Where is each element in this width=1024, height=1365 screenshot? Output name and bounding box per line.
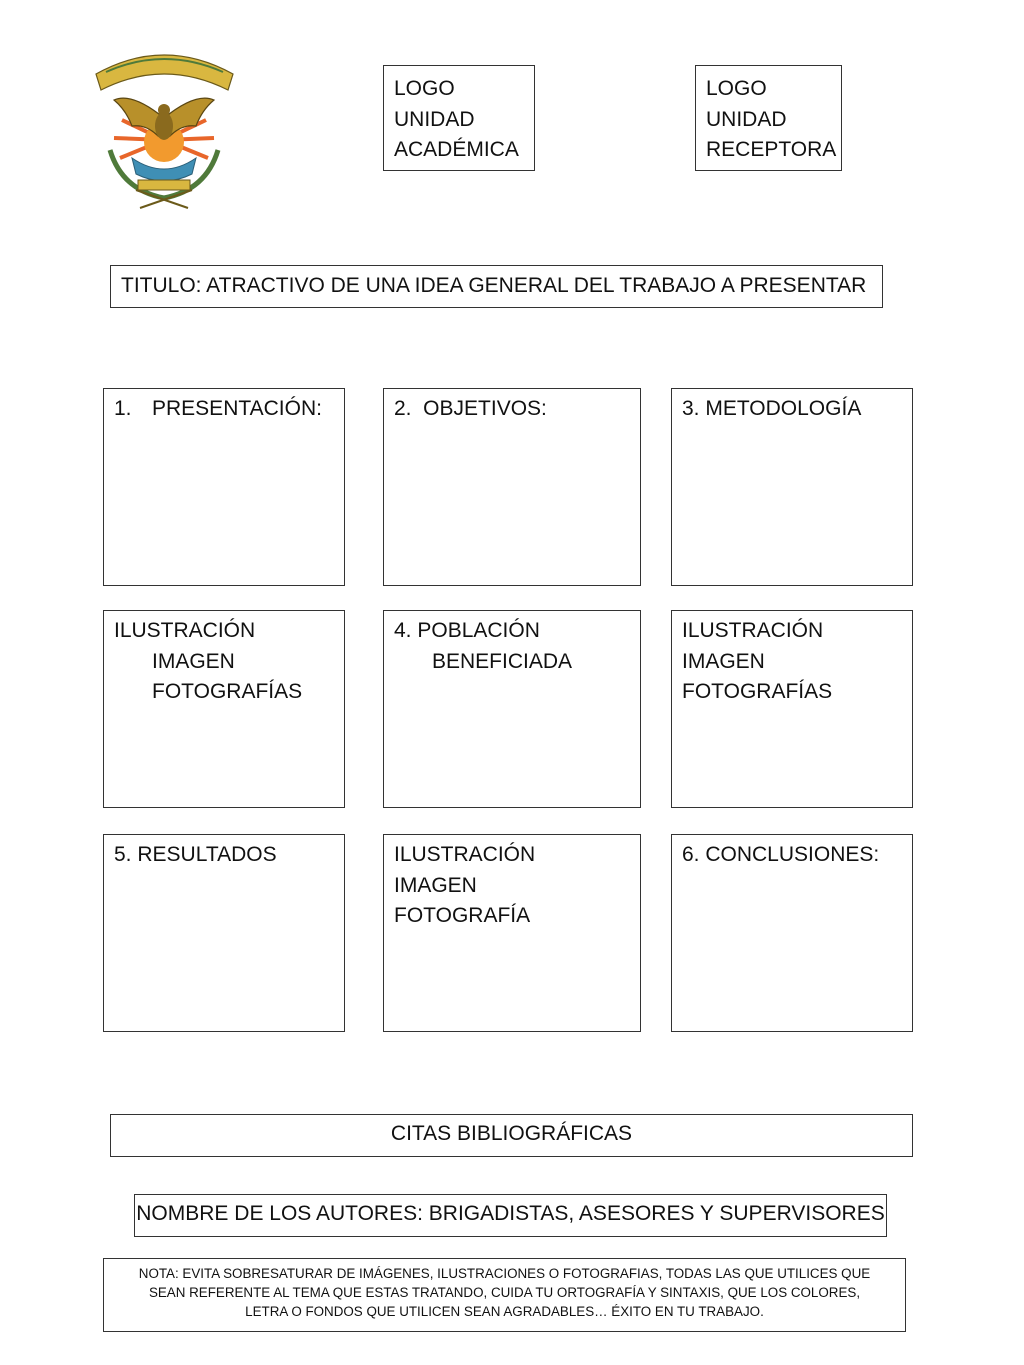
ilustracion-right-line-3: FOTOGRAFÍAS (682, 680, 833, 703)
section-metodologia (671, 388, 913, 586)
ilustracion-left-line-3: FOTOGRAFÍAS (152, 680, 303, 703)
logo-academica-line-3: ACADÉMICA (394, 138, 519, 161)
poblacion-line-2: BENEFICIADA (432, 649, 573, 673)
section-resultados (103, 834, 345, 1032)
autores-box (134, 1194, 887, 1237)
page-title: TITULO: ATRACTIVO DE UNA IDEA GENERAL DEL TRABAJO A PRESENTAR (121, 274, 867, 297)
logo-unidad-receptora (695, 65, 842, 171)
section-presentacion (103, 388, 345, 586)
university-crest-logo (92, 40, 237, 212)
ilustracion-center-line-1: ILUSTRACIÓN (394, 843, 536, 866)
section-ilustracion-center (383, 834, 641, 1032)
autores-label: NOMBRE DE LOS AUTORES: BRIGADISTAS, ASESORES Y SUPERVISORES (136, 1202, 885, 1225)
section-ilustracion-left (103, 610, 345, 808)
nota-line-1: NOTA: EVITA SOBRESATURAR DE IMÁGENES, ILUSTRACIONES O FOTOGRAFIAS, TODAS LAS QUE UTILICES QUE (138, 1266, 871, 1281)
ilustracion-center-line-3: FOTOGRAFÍA (394, 904, 531, 927)
logo-receptora-line-1: LOGO (706, 77, 767, 100)
ilustracion-left-line-2: IMAGEN (152, 649, 235, 673)
section-poblacion (383, 610, 641, 808)
ilustracion-center-line-2: IMAGEN (394, 873, 477, 897)
conclusiones-heading: 6. CONCLUSIONES: (682, 843, 880, 866)
logo-unidad-academica (383, 65, 535, 171)
ilustracion-right-line-2: IMAGEN (682, 649, 765, 673)
ilustracion-right-line-1: ILUSTRACIÓN (682, 619, 824, 642)
nota-line-3: LETRA O FONDOS QUE UTILICEN SEAN AGRADABLES… ÉXITO EN TU TRABAJO. (245, 1304, 764, 1319)
logo-receptora-line-3: RECEPTORA (706, 138, 837, 161)
presentacion-number: 1. (114, 397, 132, 420)
citas-box (110, 1114, 913, 1157)
resultados-heading: 5. RESULTADOS (114, 843, 277, 866)
ilustracion-left-line-1: ILUSTRACIÓN (114, 619, 256, 642)
poblacion-line-1: 4. POBLACIÓN (394, 619, 540, 642)
metodologia-heading: 3. METODOLOGÍA (682, 397, 862, 420)
citas-label: CITAS BIBLIOGRÁFICAS (390, 1122, 633, 1145)
nota-line-2: SEAN REFERENTE AL TEMA QUE ESTAS TRATANDO, CUIDA TU ORTOGRAFÍA Y SINTAXIS, QUE LOS COLORES, (148, 1285, 861, 1300)
section-ilustracion-right (671, 610, 913, 808)
nota-box (103, 1258, 906, 1332)
objetivos-heading: 2. OBJETIVOS: (394, 397, 547, 420)
title-box (110, 265, 883, 308)
presentacion-heading (114, 394, 334, 425)
presentacion-label: PRESENTACIÓN: (152, 397, 322, 420)
section-conclusiones (671, 834, 913, 1032)
logo-academica-line-2: UNIDAD (394, 107, 475, 131)
section-objetivos (383, 388, 641, 586)
logo-receptora-line-2: UNIDAD (706, 107, 787, 131)
logo-academica-line-1: LOGO (394, 77, 455, 100)
